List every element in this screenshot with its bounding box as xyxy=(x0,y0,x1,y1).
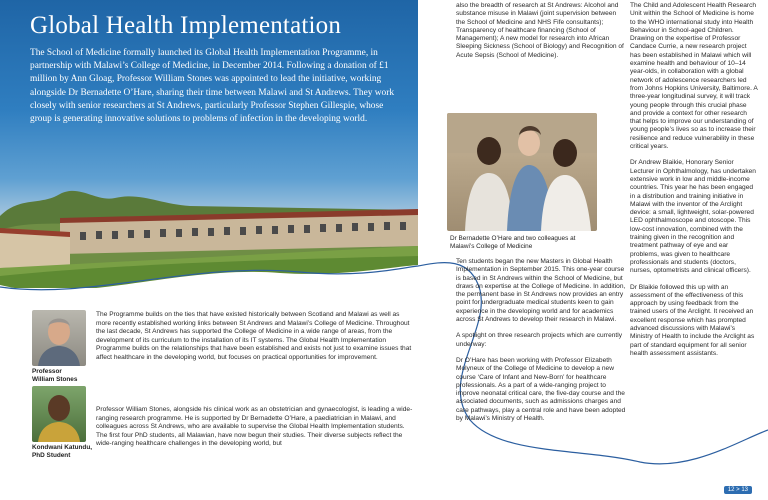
column-3-text xyxy=(630,2,758,366)
column-2-bottom-text xyxy=(456,258,626,431)
left-body-paragraph-2: Professor William Stones, alongside his clinical work as an obstetrician and gynaecologist, is leading a wide-ranging research programme. He is supported by Dr Bernadette O’Hare, a paediatrician in Malawi, and colleagues across St Andrews, who are available to supervise the Global Health Implementation students. The first four PhD students, all Malawian, have now begun their studies. Their diverse subjects reflect the wide-ranging healthcare challenges in the developing world, but xyxy=(96,406,413,448)
page-number: 12 > 13 xyxy=(724,486,752,494)
portrait-icon xyxy=(32,310,86,366)
intro-paragraph: The School of Medicine formally launched its Global Health Implementation Programme, in partnership with Malawi’s College of Medicine, in December 2014. Following a donation of £1 million by Ann Gloag, Professor William Stones was appointed to lead the initiative, working alongside Dr Bernadette O’Hare, sharing their time between Malawi and St Andrews. They work closely with senior researchers at St Andrews, particularly Professor Stephen Gillespie, whose group is generating innovative solutions to problems of infection in the developing world. xyxy=(30,48,395,125)
william-stones-photo xyxy=(32,310,86,366)
ohare-colleagues-photo xyxy=(447,113,597,231)
left-body-paragraph-1: The Programme builds on the ties that have existed historically between Scotland and Malawi as well as more recently established working links between St Andrews and Malawi’s College of Medicine. Throughout the last decade, St Andrews has supported the College of Medicine in a wide range of areas, from the development of its curriculum to the installation of its IT systems. The Global Health Implementation Programme builds on the relationships that have been established and exists not just to examine issues that affect healthcare in the developing world, but focuses on practical opportunities for improvement. xyxy=(96,311,412,361)
group-photo-icon xyxy=(447,113,597,231)
col3-paragraph-3: Dr Blaikie followed this up with an assessment of the effectiveness of this approach by using feedback from the trained users of the Arclight. It received an excellent response which has prompted advanced discussions with Malawi’s Ministry of Health to include the Arclight as part of standard equipment for all senior health assessment assistants. xyxy=(630,283,755,357)
col3-paragraph-2: Dr Andrew Blaikie, Honorary Senior Lecturer in Ophthalmology, has undertaken extensive work in low and middle-income countries. This year he has been engaged in a distribution and training initiative in Malawi with the inventor of the Arclight device: a small, lightweight, solar-powered LED ophthalmoscope and otoscope. This low-cost innovation, combined with the training given in the recognition and treatment pathway of eye and ear problems, was given to healthcare professionals and students (doctors, nurses, optometrists and clinical officers). xyxy=(630,159,756,275)
portrait-icon xyxy=(32,386,86,442)
col2-paragraph-3: Dr O’Hare has been working with Professor Elizabeth Molyneux of the College of Medicine to develop a new course ‘Care of Infant and New-Born’ for healthcare professionals. As a part of a wide-ranging project to improve neonatal critical care, the five-day course and the associated documents, such as admissions charges and care pathways, play a central role and have been adopted by Malawi’s Ministry of Health. xyxy=(456,356,626,423)
col2-paragraph-2: A spotlight on three research projects which are currently underway: xyxy=(456,332,623,348)
col3-paragraph-1: The Child and Adolescent Health Research Unit within the School of Medicine is home to the WHO international study into Health Behaviour in School-aged Children. Drawing on the expertise of Professor Candace Currie, a new research project has been established in Malawi which will examine health and behaviour of 10–14 year-olds, in collaboration with a global network of adolescence researchers led from Johns Hopkins University, Baltimore. A three-year longitudinal survey, it will track young people through this crucial phase and provide a context for other research that helps to improve our understanding of young people’s lives so as to increase their resilience and reduce vulnerability in these critical years. xyxy=(630,2,758,151)
caption-ohare: Dr Bernadette O’Hare and two colleagues at Malawi’s College of Medicine xyxy=(450,235,576,251)
col2-paragraph-1: Ten students began the new Masters in Global Health Implementation in September 2015. This one-year course is based in St Andrews within the School of Medicine, but draws on expertise at the College of Medicine. In addition, the permanent base in St Andrews now provides an entry point for undergraduate medical students keen to gain experience in the developing world and for academics across St Andrews to develop their research in Malawi. xyxy=(456,258,626,324)
column-2-top-text: also the breadth of research at St Andrews: Alcohol and substance misuse in Malawi (joint supervision between the School of Medicine and NHS Fife consultants); Transparency of healthcare financing (School of Management); A new model for research into African Sleeping Sickness (School of Biology) and Recognition of Acute Sepsis (School of Medicine). xyxy=(456,2,624,59)
caption-william-stones: Professor William Stones xyxy=(32,368,78,384)
kondwani-katundu-photo xyxy=(32,386,86,442)
page-title: Global Health Implementation xyxy=(30,12,342,39)
caption-kondwani-katundu: Kondwani Katundu, PhD Student xyxy=(32,444,92,460)
